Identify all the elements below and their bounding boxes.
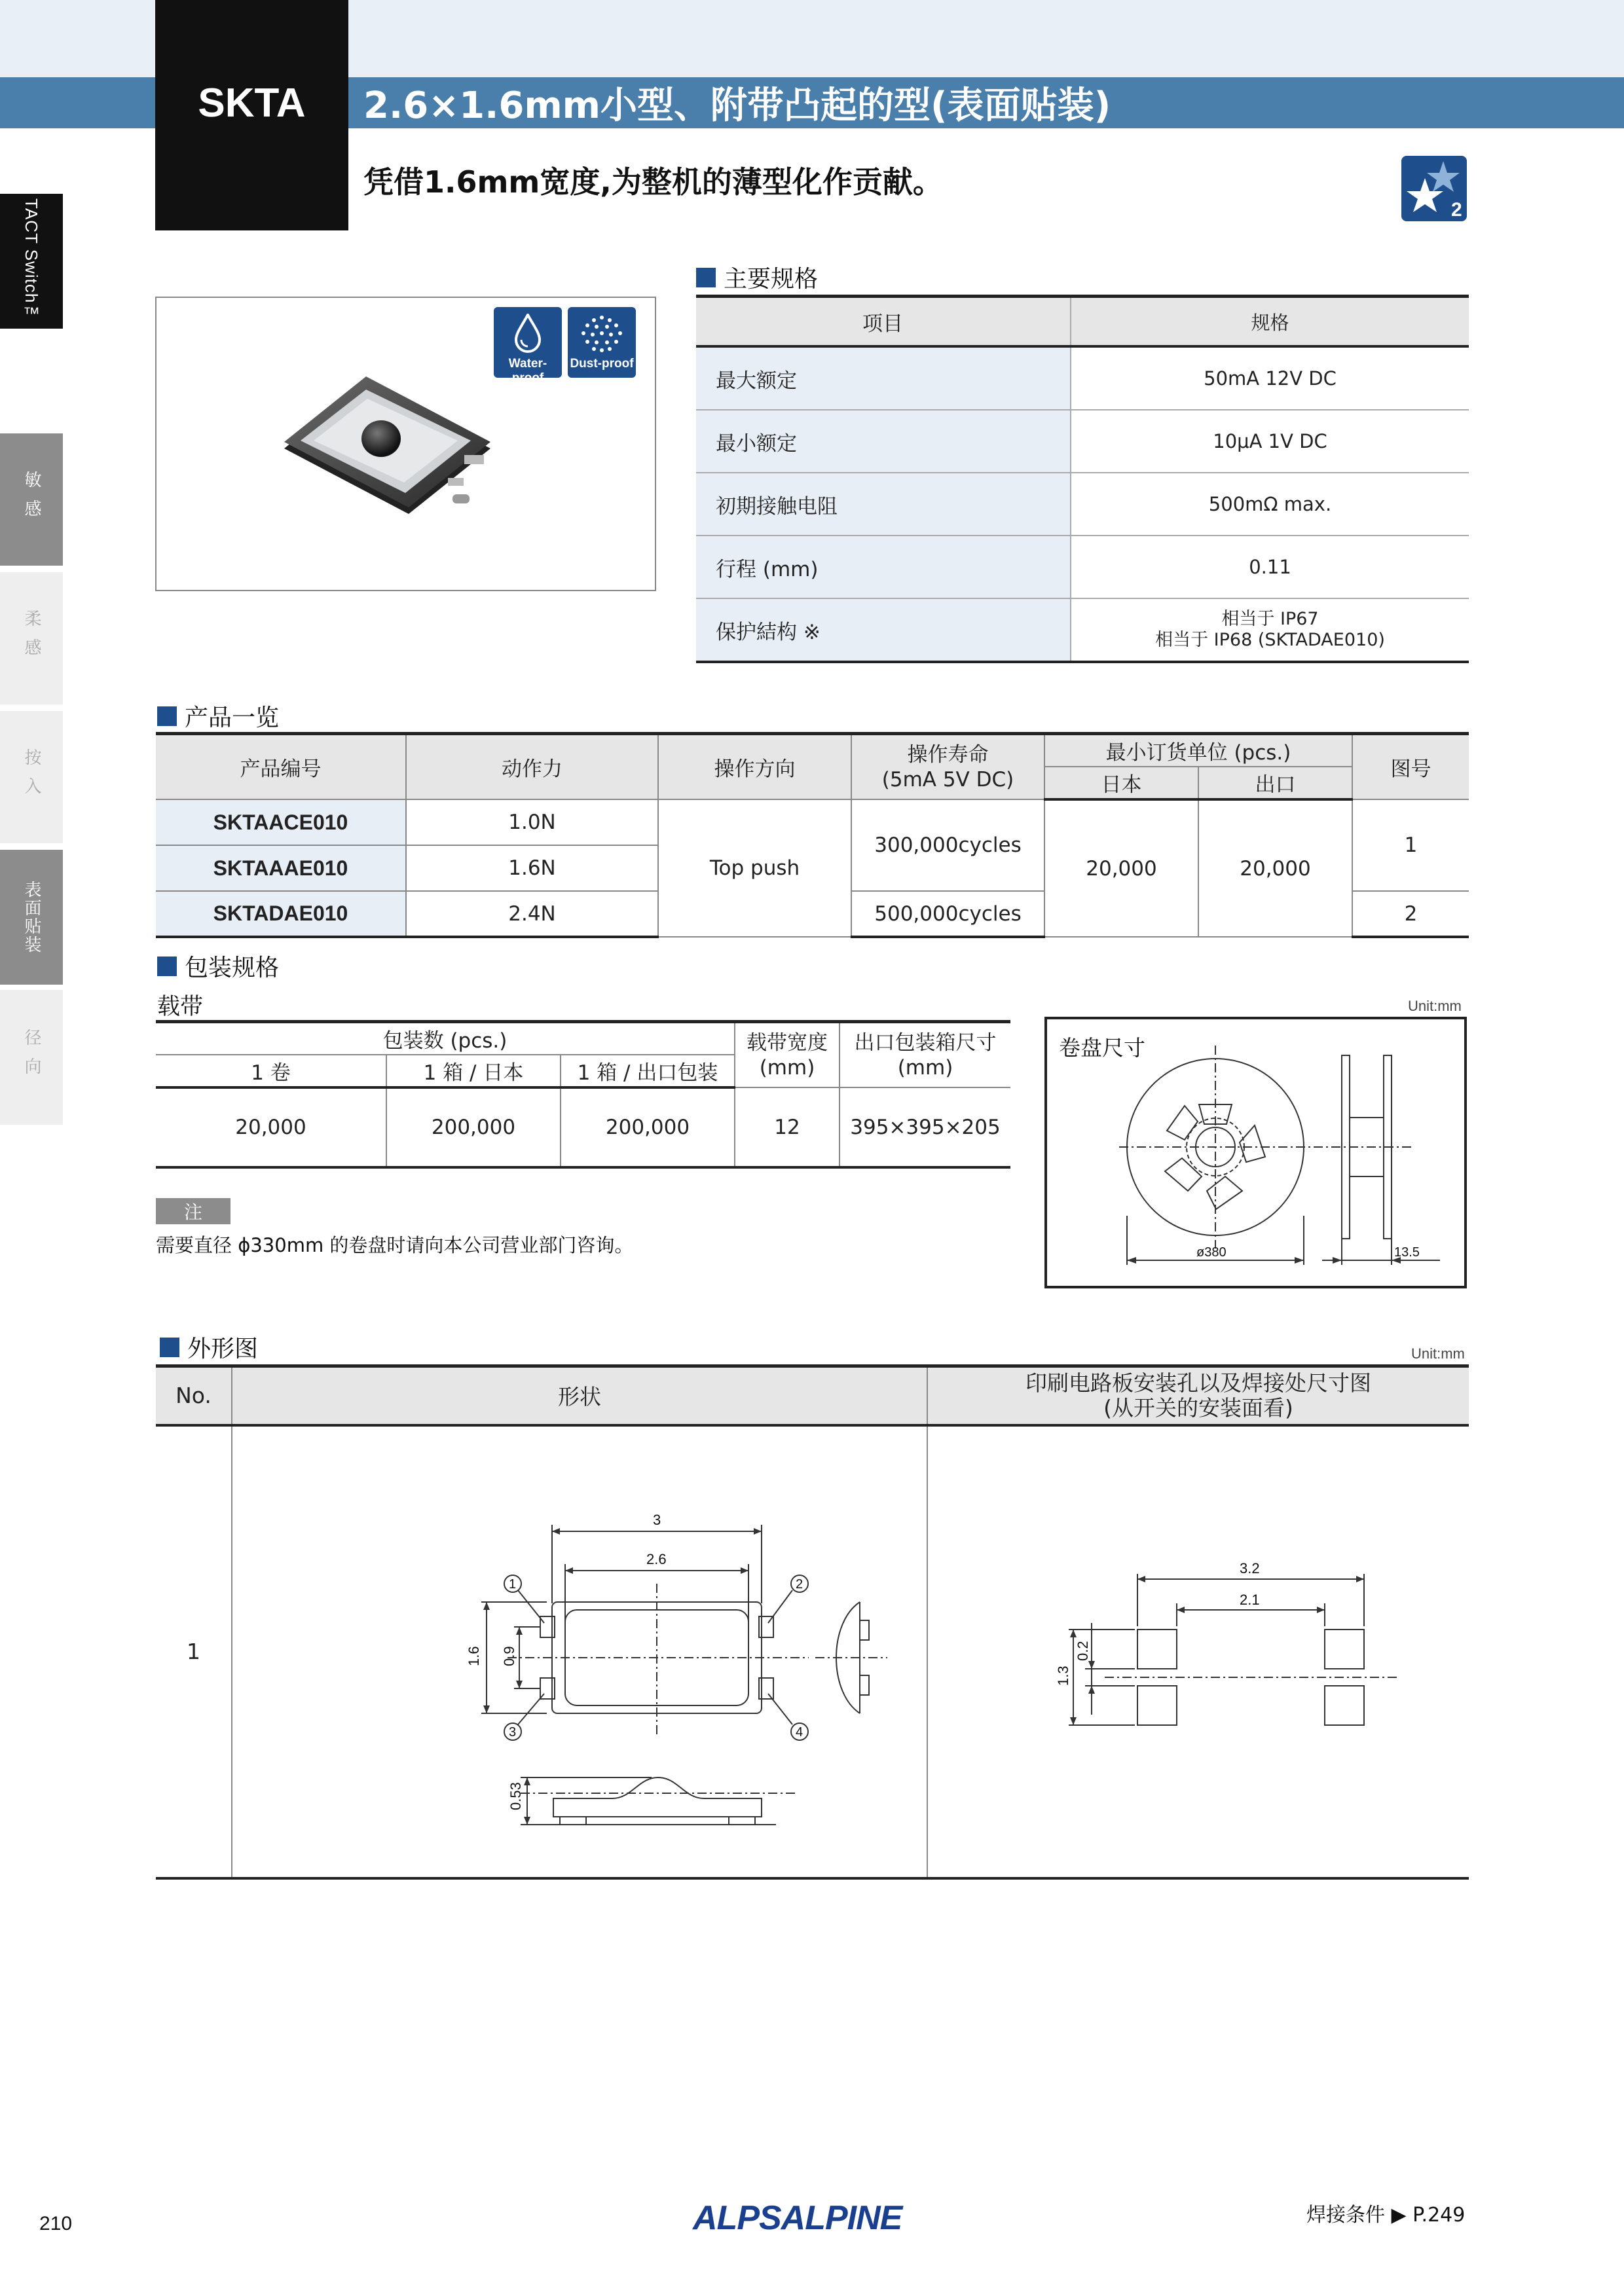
outline-heading: 外形图 [160,1330,258,1364]
table-row: 1 3 2.6 1.6 0.9 0.53 1 2 3 4 3.2 2.1 0.2 1.3 [156,1425,1469,1878]
waterproof-badge: Water-proof [494,307,562,378]
pad-outer: 3.2 [1240,1559,1260,1576]
terminal-3: 3 [509,1724,517,1740]
outline-col-no: No. [156,1366,232,1425]
outline-col-shape: 形状 [232,1366,927,1425]
pcb-drawing-cell [927,1425,1469,1878]
terminal-4: 4 [796,1724,803,1740]
products-table: 产品编号 动作力 操作方向 操作寿命 (5mA 5V DC) 最小订货单位 (pcs.) 图号 日本 出口 SKTAACE010 1.0N Top push 300,000cycles 20,000 20,000 1 SKTAAAE010 1.6N SKTADAE010 2.4N 500,000cycles 2 [156,732,1469,938]
table-row: SKTAAAE010 1.6N [156,845,1469,891]
table-row: 初期接触电阻 500mΩ max. [696,473,1469,536]
table-row: SKTAACE010 1.0N Top push 300,000cycles 20,000 20,000 1 [156,799,1469,845]
table-row: 20,000 200,000 200,000 12 395×395×205 [156,1087,1010,1167]
star-badge-number: 2 [1451,199,1462,221]
dim-h-outer: 1.6 [466,1645,482,1666]
reel-drawing [1047,1019,1464,1286]
table-row: 行程 (mm) 0.11 [696,536,1469,598]
note-text: 需要直径 ϕ330mm 的卷盘时请向本公司营业部门咨询。 [156,1234,634,1256]
heading-square-icon [157,957,177,976]
packaging-unit: Unit:mm [1408,998,1462,1014]
packaging-heading: 包装规格 [157,949,279,983]
reel-diagram-box [1044,1017,1467,1288]
alpsalpine-logo: ALPSALPINE [693,2199,902,2237]
outline-unit: Unit:mm [1411,1345,1465,1362]
star-rating-icon [1401,156,1467,221]
pcb-drawing [928,1427,1468,1878]
heading-square-icon [157,706,177,726]
side-tab-radial[interactable]: 径向 [0,990,63,1125]
pad-span: 1.3 [1055,1665,1071,1686]
dim-height: 0.53 [507,1781,524,1810]
pad-inner: 2.1 [1240,1591,1260,1608]
terminal-1: 1 [509,1576,517,1592]
soldering-ref-link[interactable]: 焊接条件 ▶ P.249 [1306,2204,1466,2227]
series-code: SKTA [198,80,306,126]
product-photo-box [155,297,656,591]
products-heading: 产品一览 [157,699,279,733]
packaging-sub: 载带 [157,994,204,1020]
dim-h-inner: 0.9 [501,1645,517,1666]
heading-square-icon [160,1338,179,1357]
page-number: 210 [39,2213,73,2234]
table-row: SKTADAE010 2.4N 500,000cycles 2 [156,891,1469,937]
table-row: 最大额定 50mA 12V DC [696,346,1469,410]
shape-drawing [232,1427,927,1878]
dim-w-inner: 2.6 [646,1550,667,1567]
side-tab-soft[interactable]: 柔感 [0,572,63,704]
water-drop-icon [515,314,541,353]
page-title: 2.6×1.6mm小型、附带凸起的型(表面贴装) [363,84,1111,127]
pad-gap: 0.2 [1075,1640,1091,1661]
dust-icon [577,312,627,354]
specs-heading: 主要规格 [696,261,818,294]
outline-table [156,1364,1469,1880]
side-tab-push[interactable]: 按入 [0,711,63,843]
side-tab-tact-switch[interactable]: TACT Switch™ [0,194,63,329]
outline-col-pcb: 印刷电路板安装孔以及焊接处尺寸图 (从开关的安装面看) [927,1366,1469,1425]
specs-col-spec: 规格 [1071,297,1469,347]
specs-col-item: 项目 [696,297,1071,347]
specs-table [696,295,1469,663]
page-subtitle: 凭借1.6mm宽度,为整机的薄型化作贡献。 [363,164,943,200]
reel-diameter-label: ø380 [1196,1245,1227,1260]
shape-drawing-cell [232,1425,927,1878]
dustproof-badge: Dust-proof [568,307,636,378]
note-tag: 注 [156,1198,231,1224]
table-row: 保护結构 ※ 相当于 IP67 相当于 IP68 (SKTADAE010) [696,598,1469,662]
side-tab-smd[interactable]: 表面贴装 [0,850,63,985]
dim-w-outer: 3 [653,1511,661,1528]
side-tab-sensitive[interactable]: 敏感 [0,433,63,566]
terminal-2: 2 [796,1576,803,1592]
reel-title: 卷盘尺寸 [1059,1035,1145,1061]
specs-header-row [696,297,1469,347]
table-row: 最小额定 10μA 1V DC [696,410,1469,473]
heading-square-icon [696,268,716,287]
packaging-table: 包装数 (pcs.) 载带宽度 (mm) 出口包装箱尺寸 (mm) 1 卷 1 箱 / 日本 1 箱 / 出口包装 20,000 200,000 200,000 12 395×395×205 [156,1020,1010,1169]
reel-width-label: 13.5 [1394,1245,1420,1260]
